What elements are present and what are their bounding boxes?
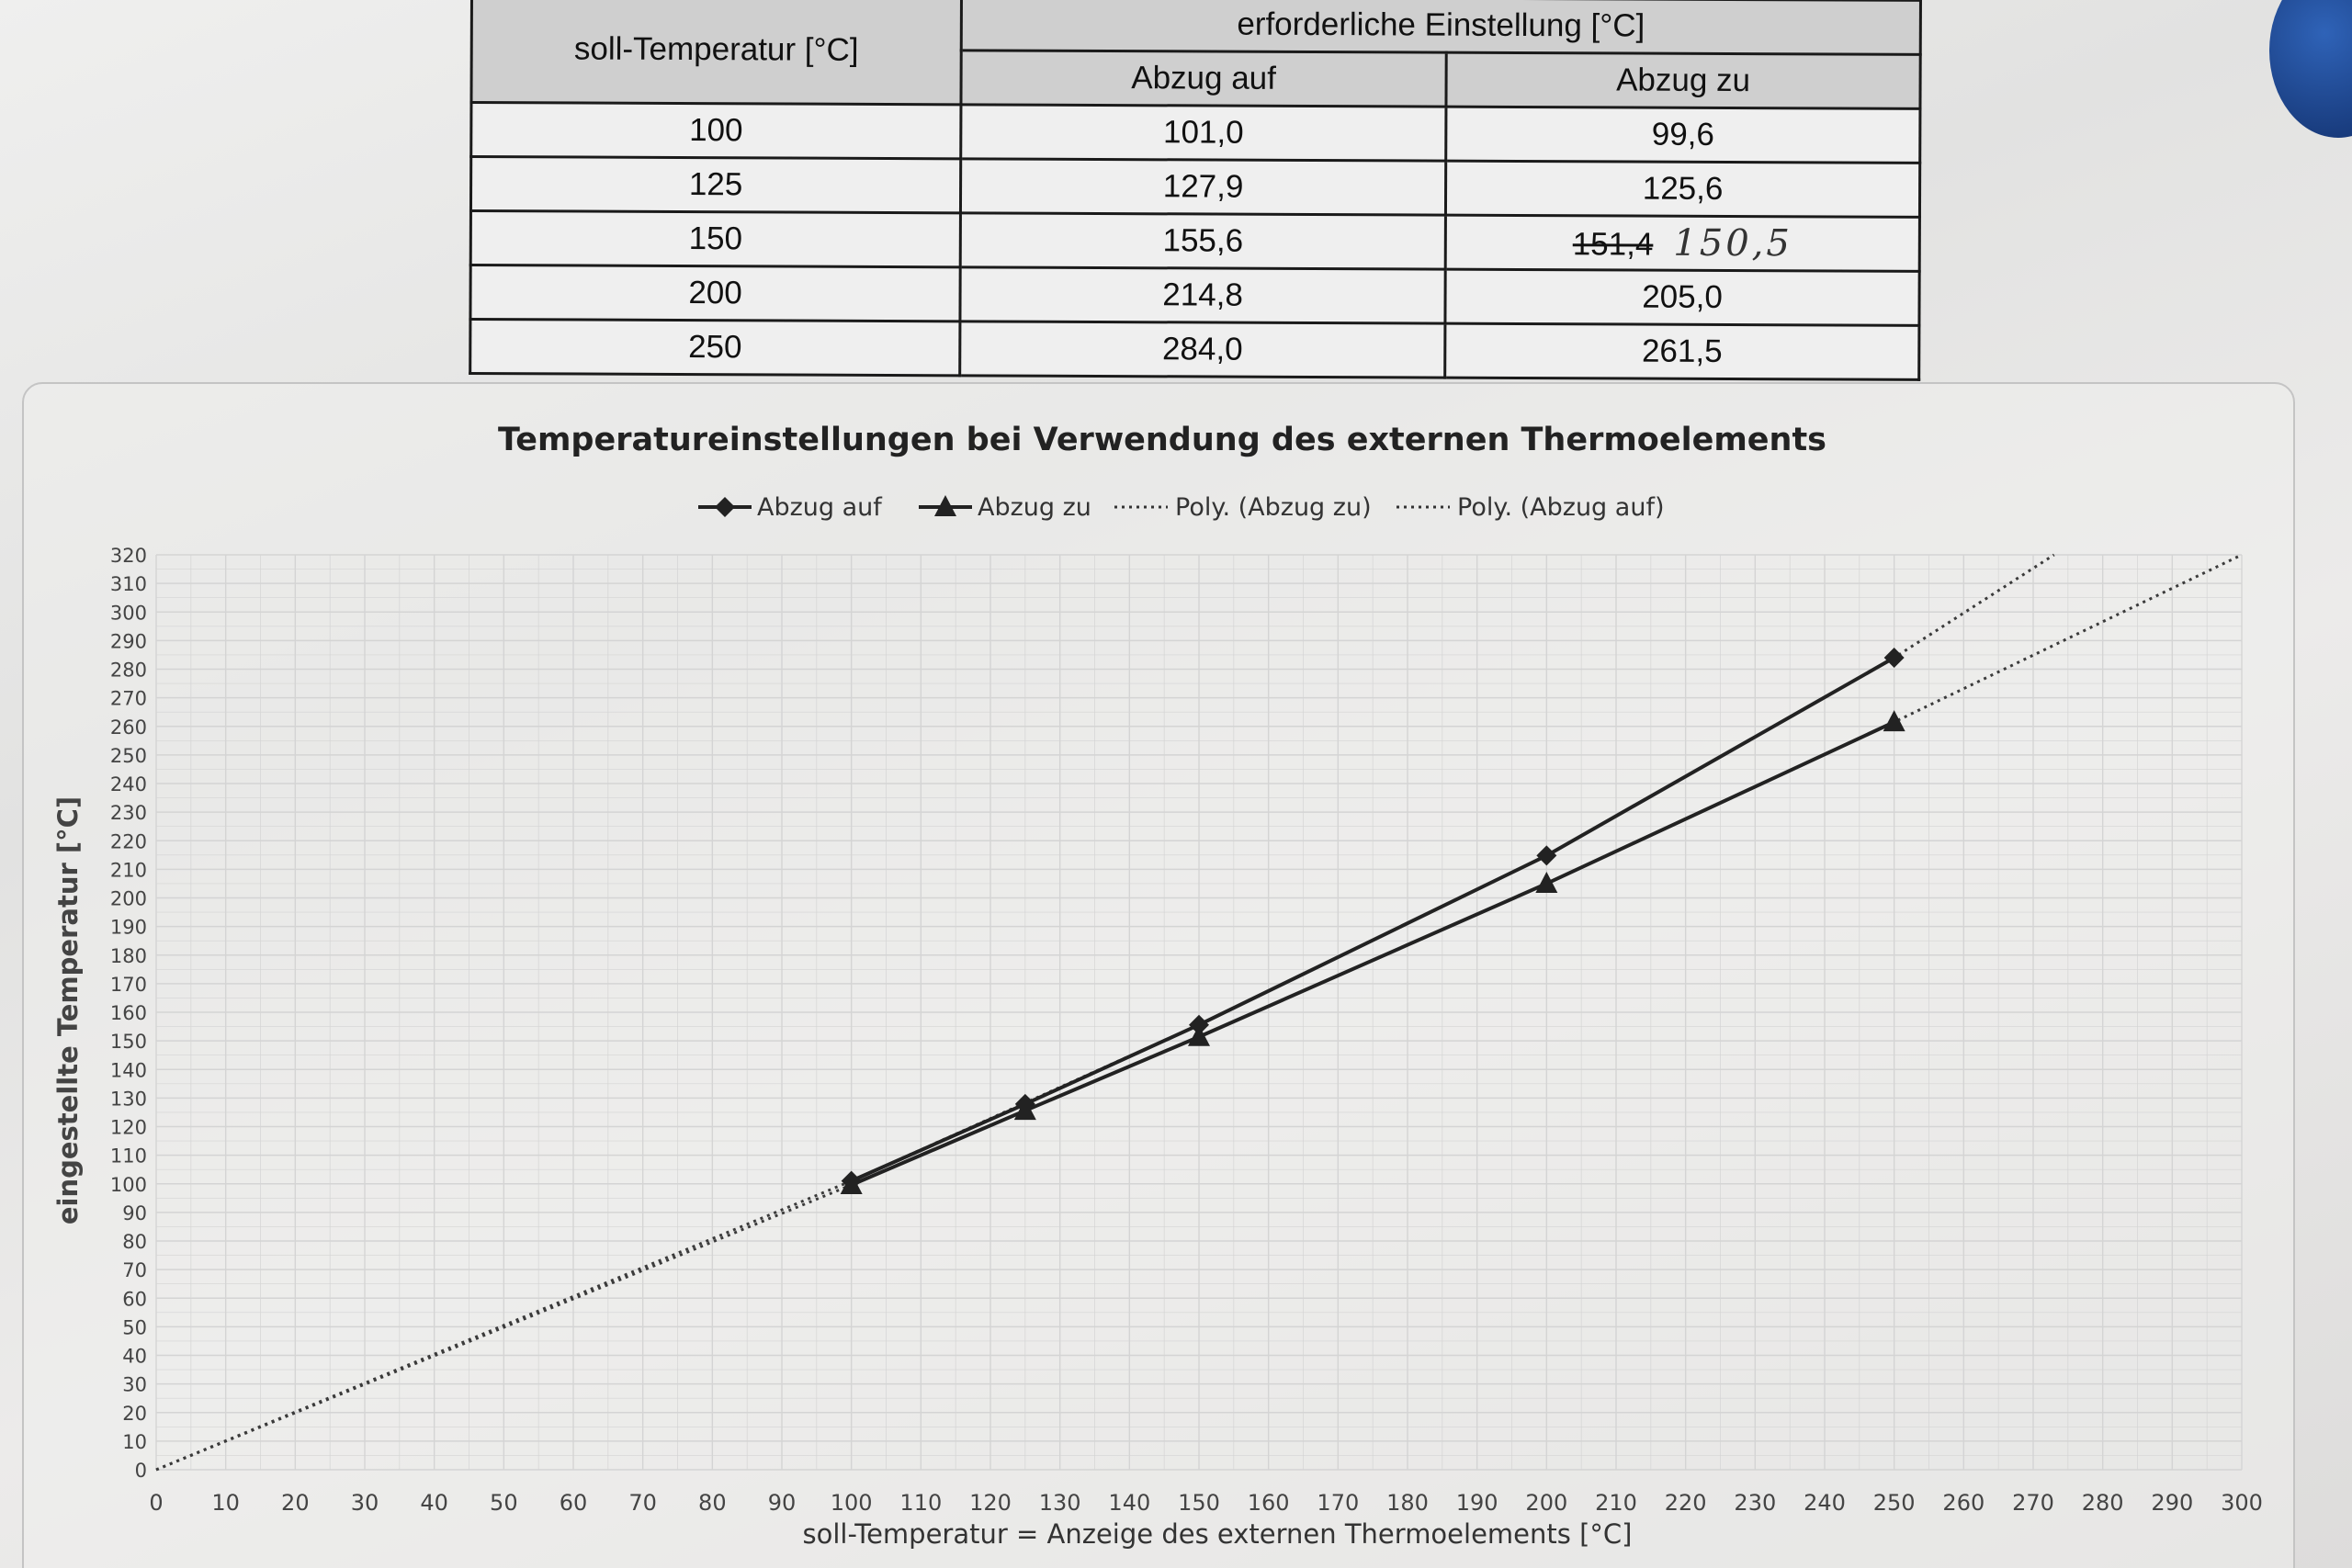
header-soll-temperature: soll-Temperatur [°C] bbox=[471, 0, 962, 105]
y-tick-label: 120 bbox=[109, 1116, 147, 1139]
cell-auf: 155,6 bbox=[960, 213, 1445, 269]
y-tick-label: 0 bbox=[134, 1460, 147, 1482]
x-tick-label: 260 bbox=[1942, 1490, 1985, 1516]
y-tick-label: 310 bbox=[109, 573, 147, 596]
legend-marker bbox=[715, 497, 735, 517]
y-tick-label: 70 bbox=[122, 1259, 147, 1282]
x-tick-label: 240 bbox=[1804, 1490, 1846, 1516]
x-tick-label: 30 bbox=[350, 1490, 379, 1516]
legend-label: Poly. (Abzug auf) bbox=[1457, 493, 1665, 522]
y-tick-label: 260 bbox=[109, 716, 147, 739]
x-tick-label: 250 bbox=[1872, 1490, 1916, 1516]
y-tick-label: 80 bbox=[122, 1231, 147, 1253]
y-tick-label: 150 bbox=[109, 1031, 147, 1054]
cell-zu: 125,6 bbox=[1445, 161, 1919, 217]
header-abzug-auf: Abzug auf bbox=[961, 51, 1446, 107]
y-tick-label: 240 bbox=[109, 773, 147, 795]
x-tick-label: 300 bbox=[2221, 1490, 2263, 1516]
x-tick-label: 40 bbox=[420, 1490, 448, 1516]
y-tick-label: 20 bbox=[122, 1402, 147, 1425]
y-tick-label: 320 bbox=[109, 545, 147, 567]
y-tick-label: 220 bbox=[109, 830, 147, 853]
y-tick-label: 300 bbox=[109, 602, 147, 625]
y-tick-label: 90 bbox=[122, 1201, 147, 1224]
x-tick-label: 210 bbox=[1595, 1490, 1637, 1516]
x-tick-label: 60 bbox=[559, 1490, 588, 1516]
cell-soll: 125 bbox=[470, 157, 960, 213]
x-tick-label: 270 bbox=[2012, 1490, 2054, 1516]
cell-soll: 200 bbox=[470, 265, 960, 321]
y-tick-label: 110 bbox=[109, 1145, 147, 1168]
x-tick-label: 160 bbox=[1247, 1490, 1290, 1516]
x-tick-label: 70 bbox=[628, 1490, 657, 1516]
y-tick-label: 210 bbox=[109, 859, 147, 882]
legend-label: Poly. (Abzug zu) bbox=[1175, 493, 1372, 522]
y-tick-label: 30 bbox=[122, 1373, 147, 1396]
x-tick-label: 190 bbox=[1455, 1490, 1498, 1516]
x-tick-label: 220 bbox=[1664, 1490, 1707, 1516]
x-tick-label: 130 bbox=[1038, 1490, 1081, 1516]
x-tick-label: 50 bbox=[490, 1490, 518, 1516]
data-point bbox=[1535, 872, 1557, 893]
x-tick-label: 10 bbox=[211, 1490, 240, 1516]
cell-soll: 100 bbox=[471, 103, 961, 159]
y-tick-label: 40 bbox=[122, 1345, 147, 1368]
y-tick-label: 290 bbox=[109, 630, 147, 653]
data-point bbox=[1536, 845, 1556, 865]
cell-auf: 214,8 bbox=[960, 267, 1445, 323]
data-point bbox=[1883, 710, 1905, 731]
cell-auf: 127,9 bbox=[960, 159, 1445, 215]
y-tick-label: 200 bbox=[109, 887, 147, 910]
data-point bbox=[1884, 648, 1905, 668]
cell-zu: 99,6 bbox=[1446, 107, 1920, 163]
cell-zu: 261,5 bbox=[1445, 323, 1919, 379]
cell-zu: 205,0 bbox=[1445, 269, 1919, 325]
y-tick-label: 60 bbox=[122, 1288, 147, 1311]
x-tick-label: 120 bbox=[969, 1490, 1012, 1516]
x-tick-label: 230 bbox=[1734, 1490, 1777, 1516]
handwritten-correction: 150,5 bbox=[1673, 221, 1792, 265]
y-tick-label: 180 bbox=[109, 944, 147, 967]
x-tick-label: 110 bbox=[899, 1490, 943, 1516]
legend-label: Abzug zu bbox=[978, 493, 1091, 522]
y-tick-label: 270 bbox=[109, 687, 147, 710]
x-tick-label: 140 bbox=[1108, 1490, 1151, 1516]
chart-title: Temperatureinstellungen bei Verwendung des externen Thermoelements bbox=[497, 422, 1827, 458]
y-tick-label: 190 bbox=[109, 916, 147, 939]
x-tick-label: 200 bbox=[1525, 1490, 1568, 1516]
x-tick-label: 280 bbox=[2081, 1490, 2124, 1516]
x-tick-label: 170 bbox=[1317, 1490, 1360, 1516]
cell-auf: 101,0 bbox=[961, 105, 1446, 161]
cell-soll: 150 bbox=[470, 211, 960, 267]
x-tick-label: 180 bbox=[1386, 1490, 1429, 1516]
x-tick-label: 20 bbox=[281, 1490, 310, 1516]
header-abzug-zu: Abzug zu bbox=[1446, 52, 1920, 108]
x-tick-label: 290 bbox=[2151, 1490, 2194, 1516]
y-tick-label: 100 bbox=[109, 1173, 147, 1196]
struck-value: 151,4 bbox=[1572, 226, 1654, 263]
x-tick-label: 80 bbox=[698, 1490, 727, 1516]
legend-label: Abzug auf bbox=[757, 493, 882, 522]
x-tick-label: 150 bbox=[1178, 1490, 1220, 1516]
y-tick-label: 10 bbox=[122, 1430, 147, 1453]
y-tick-label: 160 bbox=[109, 1002, 147, 1024]
x-tick-label: 100 bbox=[830, 1490, 873, 1516]
cell-soll: 250 bbox=[470, 320, 960, 376]
y-tick-label: 50 bbox=[122, 1316, 147, 1339]
x-tick-label: 90 bbox=[767, 1490, 797, 1516]
y-tick-label: 280 bbox=[109, 659, 147, 682]
header-required-setting: erforderliche Einstellung [°C] bbox=[961, 0, 1920, 54]
y-tick-label: 250 bbox=[109, 744, 147, 767]
x-tick-label: 0 bbox=[149, 1490, 164, 1516]
x-axis-label: soll-Temperatur = Anzeige des externen Thermoelements [°C] bbox=[802, 1518, 1633, 1550]
y-axis-label: eingestellte Temperatur [°C] bbox=[52, 795, 84, 1225]
cell-auf: 284,0 bbox=[960, 321, 1445, 378]
y-tick-label: 130 bbox=[109, 1088, 147, 1111]
y-tick-label: 140 bbox=[109, 1059, 147, 1082]
y-tick-label: 230 bbox=[109, 802, 147, 825]
y-tick-label: 170 bbox=[109, 973, 147, 996]
